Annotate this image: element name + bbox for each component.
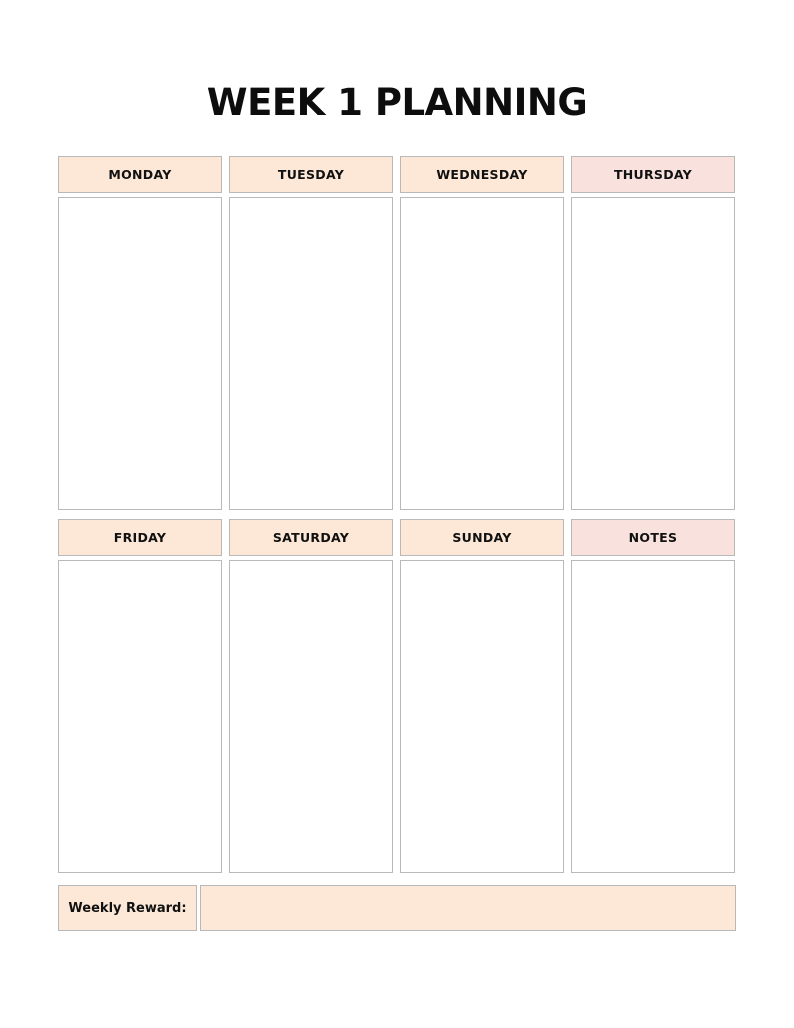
notes-column	[571, 519, 735, 873]
weekly-reward-field[interactable]	[200, 885, 736, 931]
notes-header: NOTES	[571, 519, 735, 556]
day-column-sunday	[400, 519, 564, 873]
day-column-monday	[58, 156, 222, 510]
day-header: SATURDAY	[229, 519, 393, 556]
day-writing-box[interactable]	[571, 197, 735, 510]
day-writing-box[interactable]	[229, 560, 393, 873]
day-header: TUESDAY	[229, 156, 393, 193]
day-header: MONDAY	[58, 156, 222, 193]
day-header: SUNDAY	[400, 519, 564, 556]
day-column-wednesday	[400, 156, 564, 510]
day-column-saturday	[229, 519, 393, 873]
day-header: WEDNESDAY	[400, 156, 564, 193]
notes-writing-box[interactable]	[571, 560, 735, 873]
day-header: FRIDAY	[58, 519, 222, 556]
day-writing-box[interactable]	[400, 197, 564, 510]
day-writing-box[interactable]	[229, 197, 393, 510]
weekly-reward-label: Weekly Reward:	[58, 885, 197, 931]
day-column-tuesday	[229, 156, 393, 510]
day-writing-box[interactable]	[58, 197, 222, 510]
page-title: WEEK 1 PLANNING	[206, 81, 588, 124]
day-column-thursday	[571, 156, 735, 510]
day-column-friday	[58, 519, 222, 873]
day-writing-box[interactable]	[400, 560, 564, 873]
day-writing-box[interactable]	[58, 560, 222, 873]
day-header: THURSDAY	[571, 156, 735, 193]
